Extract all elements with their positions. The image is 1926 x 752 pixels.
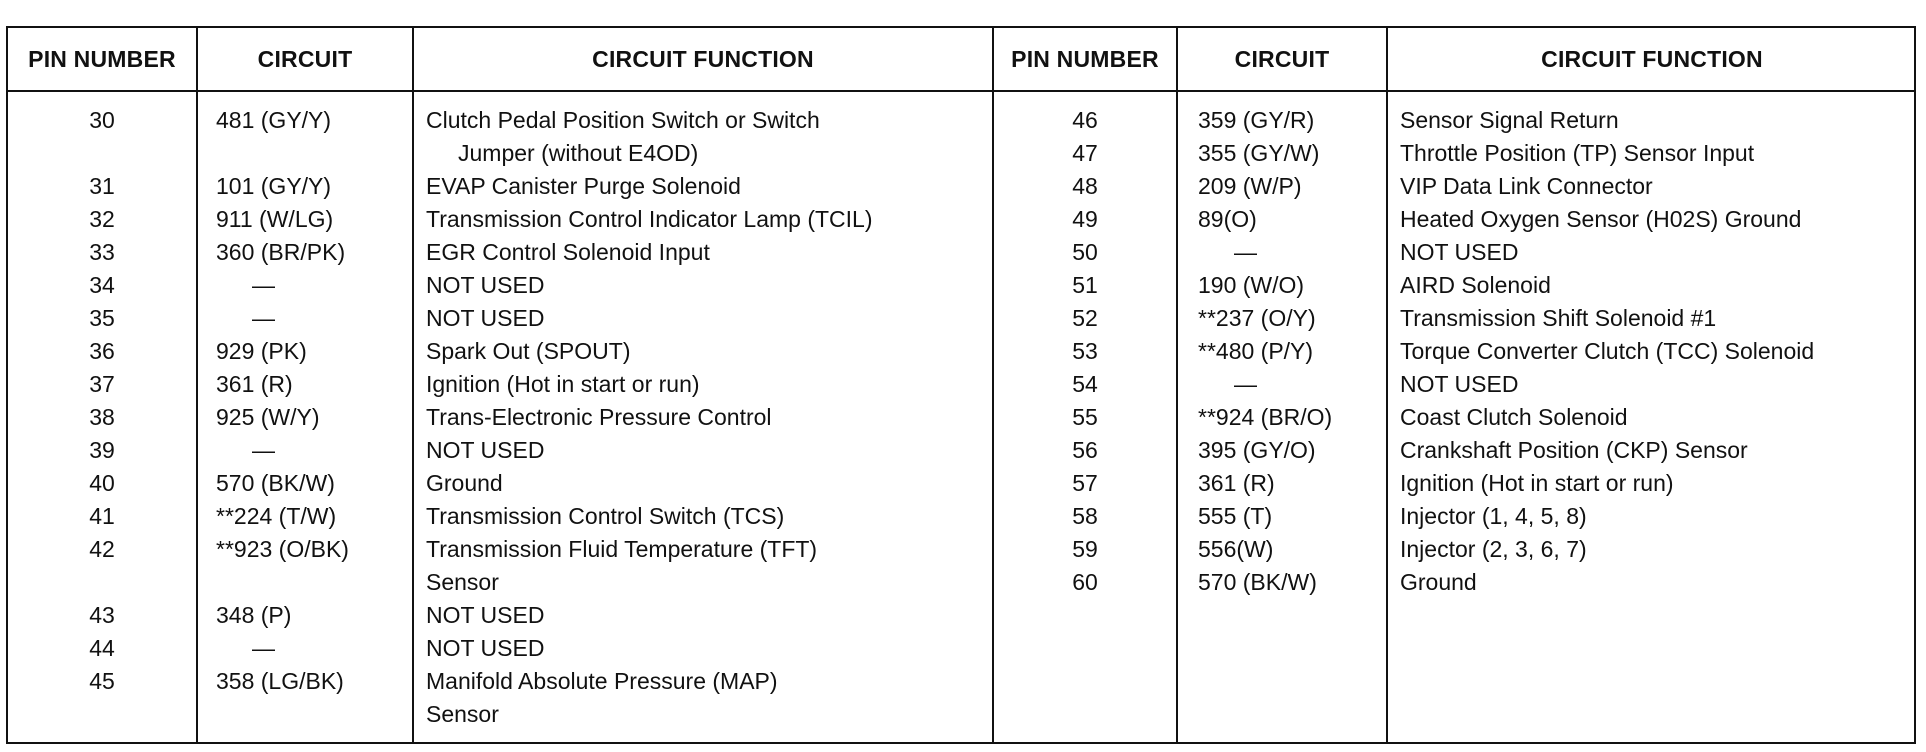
- pin-number: 38: [89, 404, 115, 430]
- pin-number: 57: [1072, 470, 1098, 496]
- circuit-cell: 556(W): [1198, 536, 1274, 562]
- pin-cell: [8, 368, 196, 401]
- pin-cell: [994, 401, 1176, 434]
- circuit-cell: 929 (PK): [216, 338, 307, 364]
- pin-cell: [8, 203, 196, 236]
- left-circuit-column: [216, 104, 412, 731]
- function-text: Injector (2, 3, 6, 7): [1400, 536, 1587, 562]
- pin-cell: [994, 236, 1176, 269]
- pin-number: 36: [89, 338, 115, 364]
- circuit-cell: —: [1234, 371, 1257, 397]
- pin-number: 48: [1072, 173, 1098, 199]
- pin-cell: [8, 665, 196, 731]
- pin-cell: [994, 170, 1176, 203]
- header-pin-number-left: PIN NUMBER: [28, 45, 176, 72]
- function-text: Transmission Control Indicator Lamp (TCIL): [426, 206, 873, 232]
- pin-number: 42: [89, 536, 115, 562]
- pin-number: 34: [89, 272, 115, 298]
- pin-cell: [994, 467, 1176, 500]
- function-cell: [1400, 566, 1914, 599]
- circuit-cell: 481 (GY/Y): [216, 107, 332, 133]
- pin-number: 50: [1072, 239, 1098, 265]
- function-text: Torque Converter Clutch (TCC) Solenoid: [1400, 338, 1815, 364]
- pin-cell: [8, 302, 196, 335]
- pin-number: 44: [89, 635, 115, 661]
- left-function-column: [426, 104, 992, 731]
- function-cell: [1400, 335, 1914, 368]
- function-text: EVAP Canister Purge Solenoid: [426, 173, 741, 199]
- right-pin-column: [994, 104, 1176, 599]
- pin-cell: [994, 335, 1176, 368]
- pin-cell: [994, 368, 1176, 401]
- pin-cell: [8, 104, 196, 170]
- function-cell: [426, 467, 992, 500]
- function-cell: [1400, 533, 1914, 566]
- pin-number: 49: [1072, 206, 1098, 232]
- pin-cell: [994, 500, 1176, 533]
- function-cell: [426, 434, 992, 467]
- function-text: Ignition (Hot in start or run): [426, 371, 700, 397]
- function-cell: [426, 665, 992, 731]
- pin-number: 35: [89, 305, 115, 331]
- pin-number: 33: [89, 239, 115, 265]
- function-text: Ignition (Hot in start or run): [1400, 470, 1674, 496]
- circuit-cell: **924 (BR/O): [1198, 404, 1333, 430]
- pin-cell: [8, 533, 196, 599]
- function-text: Transmission Fluid Temperature (TFT): [426, 536, 818, 562]
- circuit-cell: 555 (T): [1198, 503, 1273, 529]
- pin-cell: [8, 599, 196, 632]
- header-circuit-right: CIRCUIT: [1234, 45, 1330, 72]
- pin-cell: [8, 236, 196, 269]
- function-text: NOT USED: [426, 602, 545, 628]
- function-text: EGR Control Solenoid Input: [426, 239, 710, 265]
- function-cell: [1400, 269, 1914, 302]
- function-cell: [426, 269, 992, 302]
- function-text: NOT USED: [426, 305, 545, 331]
- pin-cell: [994, 203, 1176, 236]
- pin-number: 39: [89, 437, 115, 463]
- pin-cell: [994, 566, 1176, 599]
- function-cell: [1400, 467, 1914, 500]
- function-text: NOT USED: [1400, 371, 1519, 397]
- right-function-column: [1400, 104, 1914, 599]
- function-text: Sensor Signal Return: [1400, 107, 1619, 133]
- circuit-cell: 570 (BK/W): [216, 470, 335, 496]
- circuit-cell: **237 (O/Y): [1198, 305, 1316, 331]
- function-text-continued: Sensor: [426, 701, 499, 727]
- circuit-cell: 361 (R): [216, 371, 293, 397]
- function-cell: [426, 632, 992, 665]
- function-text: Injector (1, 4, 5, 8): [1400, 503, 1587, 529]
- function-text: Clutch Pedal Position Switch or Switch: [426, 107, 820, 133]
- function-text: NOT USED: [426, 635, 545, 661]
- function-cell: [426, 302, 992, 335]
- pin-number: 41: [89, 503, 115, 529]
- function-cell: [1400, 302, 1914, 335]
- function-text: Trans-Electronic Pressure Control: [426, 404, 772, 430]
- pin-number: 59: [1072, 536, 1098, 562]
- pin-number: 30: [89, 107, 115, 133]
- function-cell: [1400, 401, 1914, 434]
- pin-number: 43: [89, 602, 115, 628]
- function-text-continued: Sensor: [426, 569, 499, 595]
- function-text: NOT USED: [1400, 239, 1519, 265]
- circuit-cell: 361 (R): [1198, 470, 1275, 496]
- function-text: Throttle Position (TP) Sensor Input: [1400, 140, 1755, 166]
- function-text: NOT USED: [426, 272, 545, 298]
- function-cell: [1400, 170, 1914, 203]
- function-cell: [1400, 236, 1914, 269]
- circuit-cell: 89(O): [1198, 206, 1257, 232]
- circuit-cell: 359 (GY/R): [1198, 107, 1315, 133]
- pin-number: 58: [1072, 503, 1098, 529]
- circuit-cell: 355 (GY/W): [1198, 140, 1320, 166]
- function-text: AIRD Solenoid: [1400, 272, 1551, 298]
- circuit-cell: 101 (GY/Y): [216, 173, 332, 199]
- pin-number: 52: [1072, 305, 1098, 331]
- function-text: Coast Clutch Solenoid: [1400, 404, 1628, 430]
- circuit-cell: **480 (P/Y): [1198, 338, 1314, 364]
- pin-cell: [8, 269, 196, 302]
- function-cell: [1400, 137, 1914, 170]
- circuit-cell: 360 (BR/PK): [216, 239, 346, 265]
- circuit-cell: 209 (W/P): [1198, 173, 1302, 199]
- circuit-cell: —: [252, 437, 275, 463]
- pin-number: 40: [89, 470, 115, 496]
- pin-number: 45: [89, 668, 115, 694]
- header-circuit-function-right: CIRCUIT FUNCTION: [1541, 45, 1763, 72]
- function-cell: [1400, 104, 1914, 137]
- right-circuit-column: [1198, 104, 1386, 599]
- pin-number: 55: [1072, 404, 1098, 430]
- function-text-continued: Jumper (without E4OD): [458, 140, 699, 166]
- function-cell: [1400, 500, 1914, 533]
- header-circuit-function-left: CIRCUIT FUNCTION: [592, 45, 814, 72]
- pin-cell: [994, 269, 1176, 302]
- function-cell: [426, 500, 992, 533]
- table-body: [8, 92, 1914, 744]
- pin-number: 47: [1072, 140, 1098, 166]
- pin-cell: [8, 500, 196, 533]
- pin-cell: [994, 104, 1176, 137]
- pin-cell: [8, 434, 196, 467]
- header-circuit-left: CIRCUIT: [257, 45, 353, 72]
- circuit-cell: **923 (O/BK): [216, 536, 349, 562]
- function-cell: [426, 533, 992, 599]
- pin-cell: [994, 434, 1176, 467]
- pin-cell: [8, 170, 196, 203]
- function-text: Transmission Control Switch (TCS): [426, 503, 785, 529]
- function-cell: [426, 368, 992, 401]
- header-pin-number-right: PIN NUMBER: [1011, 45, 1159, 72]
- circuit-cell: **224 (T/W): [216, 503, 337, 529]
- function-cell: [1400, 203, 1914, 236]
- pin-cell: [994, 533, 1176, 566]
- function-text: Ground: [1400, 569, 1477, 595]
- function-cell: [1400, 368, 1914, 401]
- pin-cell: [8, 335, 196, 368]
- function-cell: [426, 335, 992, 368]
- circuit-cell: 911 (W/LG): [216, 206, 334, 232]
- pin-cell: [8, 632, 196, 665]
- function-cell: [426, 104, 992, 170]
- function-text: Manifold Absolute Pressure (MAP): [426, 668, 778, 694]
- pin-number: 31: [89, 173, 115, 199]
- pin-cell: [8, 401, 196, 434]
- pin-number: 56: [1072, 437, 1098, 463]
- pin-circuit-table: [6, 26, 1916, 744]
- circuit-cell: —: [252, 635, 275, 661]
- pin-number: 32: [89, 206, 115, 232]
- pin-cell: [8, 467, 196, 500]
- circuit-cell: 358 (LG/BK): [216, 668, 344, 694]
- function-text: Crankshaft Position (CKP) Sensor: [1400, 437, 1748, 463]
- function-cell: [426, 599, 992, 632]
- pin-cell: [994, 302, 1176, 335]
- function-cell: [426, 401, 992, 434]
- table-header: [8, 28, 1914, 92]
- function-text: NOT USED: [426, 437, 545, 463]
- left-pin-column: [8, 104, 196, 731]
- circuit-cell: —: [252, 305, 275, 331]
- function-text: Ground: [426, 470, 503, 496]
- function-cell: [426, 170, 992, 203]
- function-cell: [426, 203, 992, 236]
- circuit-cell: 570 (BK/W): [1198, 569, 1317, 595]
- pin-number: 37: [89, 371, 115, 397]
- circuit-cell: —: [1234, 239, 1257, 265]
- pin-number: 60: [1072, 569, 1098, 595]
- function-text: Spark Out (SPOUT): [426, 338, 631, 364]
- function-text: Heated Oxygen Sensor (H02S) Ground: [1400, 206, 1802, 232]
- circuit-cell: 395 (GY/O): [1198, 437, 1316, 463]
- pin-number: 54: [1072, 371, 1098, 397]
- function-cell: [1400, 434, 1914, 467]
- function-text: Transmission Shift Solenoid #1: [1400, 305, 1717, 331]
- pin-cell: [994, 137, 1176, 170]
- circuit-cell: 348 (P): [216, 602, 292, 628]
- pin-number: 53: [1072, 338, 1098, 364]
- function-cell: [426, 236, 992, 269]
- pin-number: 46: [1072, 107, 1098, 133]
- circuit-cell: 925 (W/Y): [216, 404, 320, 430]
- circuit-cell: —: [252, 272, 275, 298]
- function-text: VIP Data Link Connector: [1400, 173, 1653, 199]
- circuit-cell: 190 (W/O): [1198, 272, 1305, 298]
- pin-number: 51: [1072, 272, 1098, 298]
